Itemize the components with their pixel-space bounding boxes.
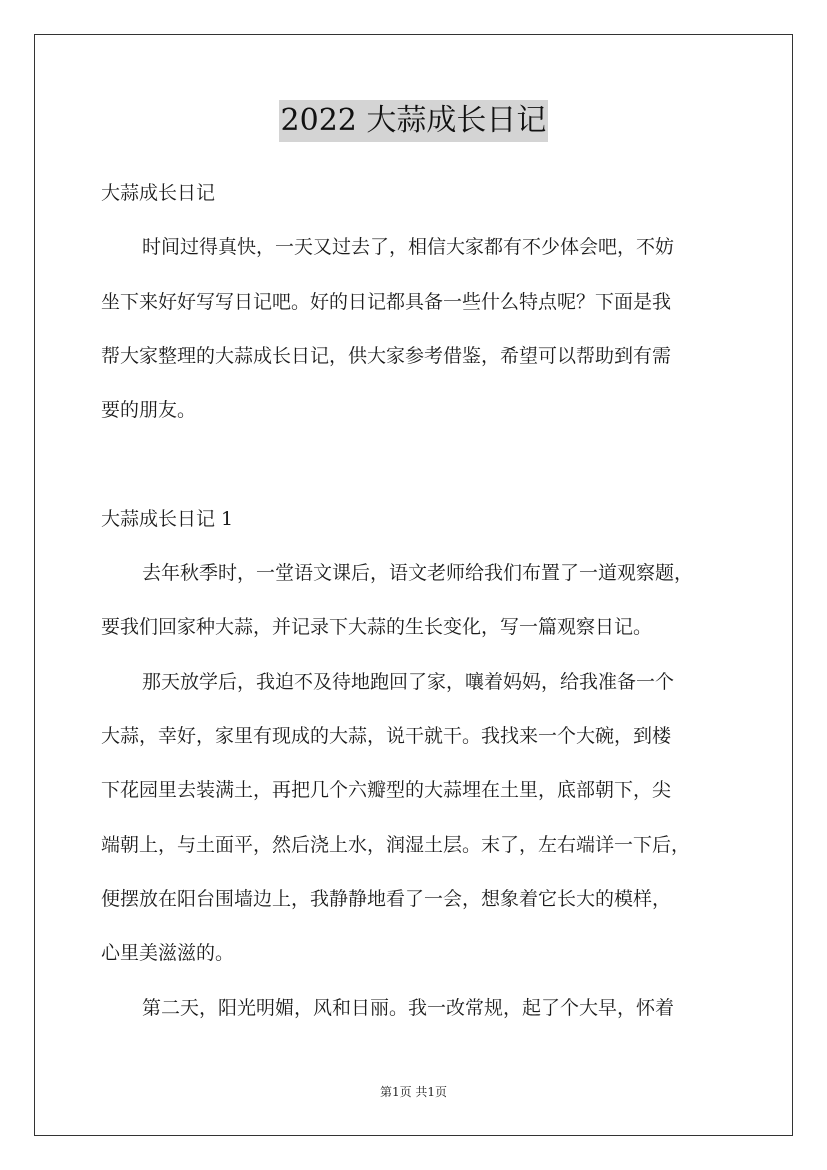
para2-line-1: 那天放学后，我迫不及待地跑回了家，嚷着妈妈，给我准备一个 [142,671,675,693]
intro-line-3: 帮大家整理的大蒜成长日记，供大家参考借鉴，希望可以帮助到有需 [101,345,672,367]
title-container [0,100,827,142]
document-heading: 大蒜成长日记 [101,182,216,204]
intro-line-2: 坐下来好好写写日记吧。好的日记都具备一些什么特点呢？下面是我 [101,291,672,313]
para1-line-1: 去年秋季时，一堂语文课后，语文老师给我们布置了一道观察题， [142,562,694,584]
para3-line-1: 第二天，阳光明媚，风和日丽。我一改常规，起了个大早，怀着 [142,997,675,1019]
document-title: 2022 大蒜成长日记 [279,100,549,142]
para2-line-6: 心里美滋滋的。 [101,942,235,964]
page-footer: 第1页 共1页 [379,1085,448,1099]
para2-line-2: 大蒜，幸好，家里有现成的大蒜，说干就干。我找来一个大碗，到楼 [101,725,672,747]
intro-line-1: 时间过得真快，一天又过去了，相信大家都有不少体会吧，不妨 [142,236,675,258]
para1-line-2: 要我们回家种大蒜，并记录下大蒜的生长变化，写一篇观察日记。 [101,616,653,638]
para2-line-5: 便摆放在阳台围墙边上，我静静地看了一会，想象着它长大的模样， [101,888,672,910]
section-heading-1: 大蒜成长日记 1 [101,508,234,530]
intro-line-4: 要的朋友。 [101,399,197,421]
para2-line-3: 下花园里去装满土，再把几个六瓣型的大蒜埋在土里，底部朝下，尖 [101,779,672,801]
para2-line-4: 端朝上，与土面平，然后浇上水，润湿土层。末了，左右端详一下后， [101,834,691,856]
